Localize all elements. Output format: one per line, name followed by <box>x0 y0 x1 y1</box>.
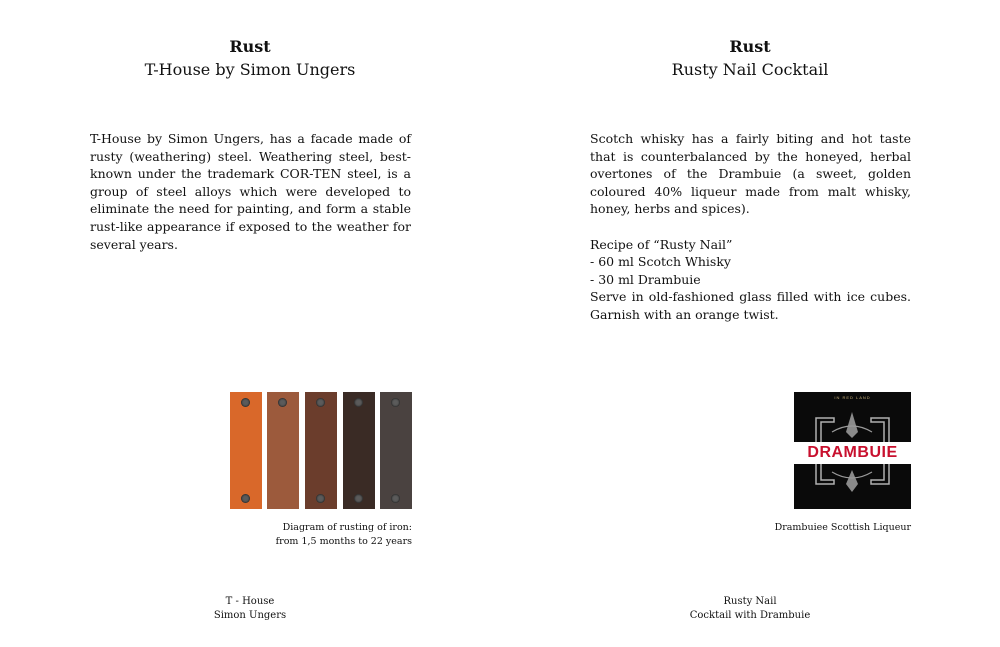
right-body-paragraph: Scotch whisky has a fairly biting and hot taste that is counterbalanced by the honeyed, herbal overtones of the Drambuie (a sweet, golden coloured 40% liqueur made from malt whisky, honey, herbs and spices). <box>590 131 911 217</box>
rust-strip-4 <box>343 392 375 509</box>
drambuie-logo <box>794 392 911 509</box>
caption-line-2: from 1,5 months to 22 years <box>275 535 412 547</box>
drambuie-caption-text: Drambuiee Scottish Liqueur <box>774 522 911 533</box>
left-body-text <box>90 130 411 253</box>
left-heading: Rust <box>229 37 271 56</box>
logo-brand-text: DRAMBUIE <box>807 444 898 461</box>
drambuie-caption <box>740 521 911 535</box>
left-body-paragraph: T-House by Simon Ungers, has a facade made of rusty (weathering) steel. Weathering steel, best-known under the trademark COR-TEN steel, is a group of steel alloys which were developed to eliminate the need for painting, and form a stable rust-like appearance if exposed to the weather for several years. <box>90 131 411 252</box>
recipe-title: Recipe of “Rusty Nail” <box>590 236 733 252</box>
recipe-instructions: Serve in old-fashioned glass filled with ice cubes. Garnish with an orange twist. <box>590 289 911 322</box>
left-footer-line-2: Simon Ungers <box>213 610 287 621</box>
right-title-block <box>500 36 1000 82</box>
right-subheading: Rusty Nail Cocktail <box>671 60 829 79</box>
right-footer-line-2: Cocktail with Drambuie <box>689 610 811 621</box>
right-heading: Rust <box>729 37 771 56</box>
rust-strip-1 <box>230 392 262 509</box>
left-title-block <box>0 36 500 82</box>
left-footer <box>0 595 500 623</box>
logo-top-text: IN RED LAND <box>834 395 871 400</box>
recipe-item-1: - 60 ml Scotch Whisky <box>590 254 731 270</box>
right-footer <box>500 595 1000 623</box>
right-footer-line-1: Rusty Nail <box>723 596 777 607</box>
right-body-text <box>590 130 911 324</box>
left-subheading: T-House by Simon Ungers <box>144 60 356 79</box>
left-footer-line-1: T - House <box>225 596 275 607</box>
rust-strip-2 <box>267 392 299 509</box>
recipe-item-2: - 30 ml Drambuie <box>590 271 701 287</box>
rust-strip-3 <box>305 392 337 509</box>
rust-diagram-caption <box>230 521 412 548</box>
caption-line-1: Diagram of rusting of iron: <box>282 522 412 533</box>
rust-diagram <box>230 392 412 509</box>
rust-strip-5 <box>380 392 412 509</box>
right-page <box>500 0 1000 647</box>
